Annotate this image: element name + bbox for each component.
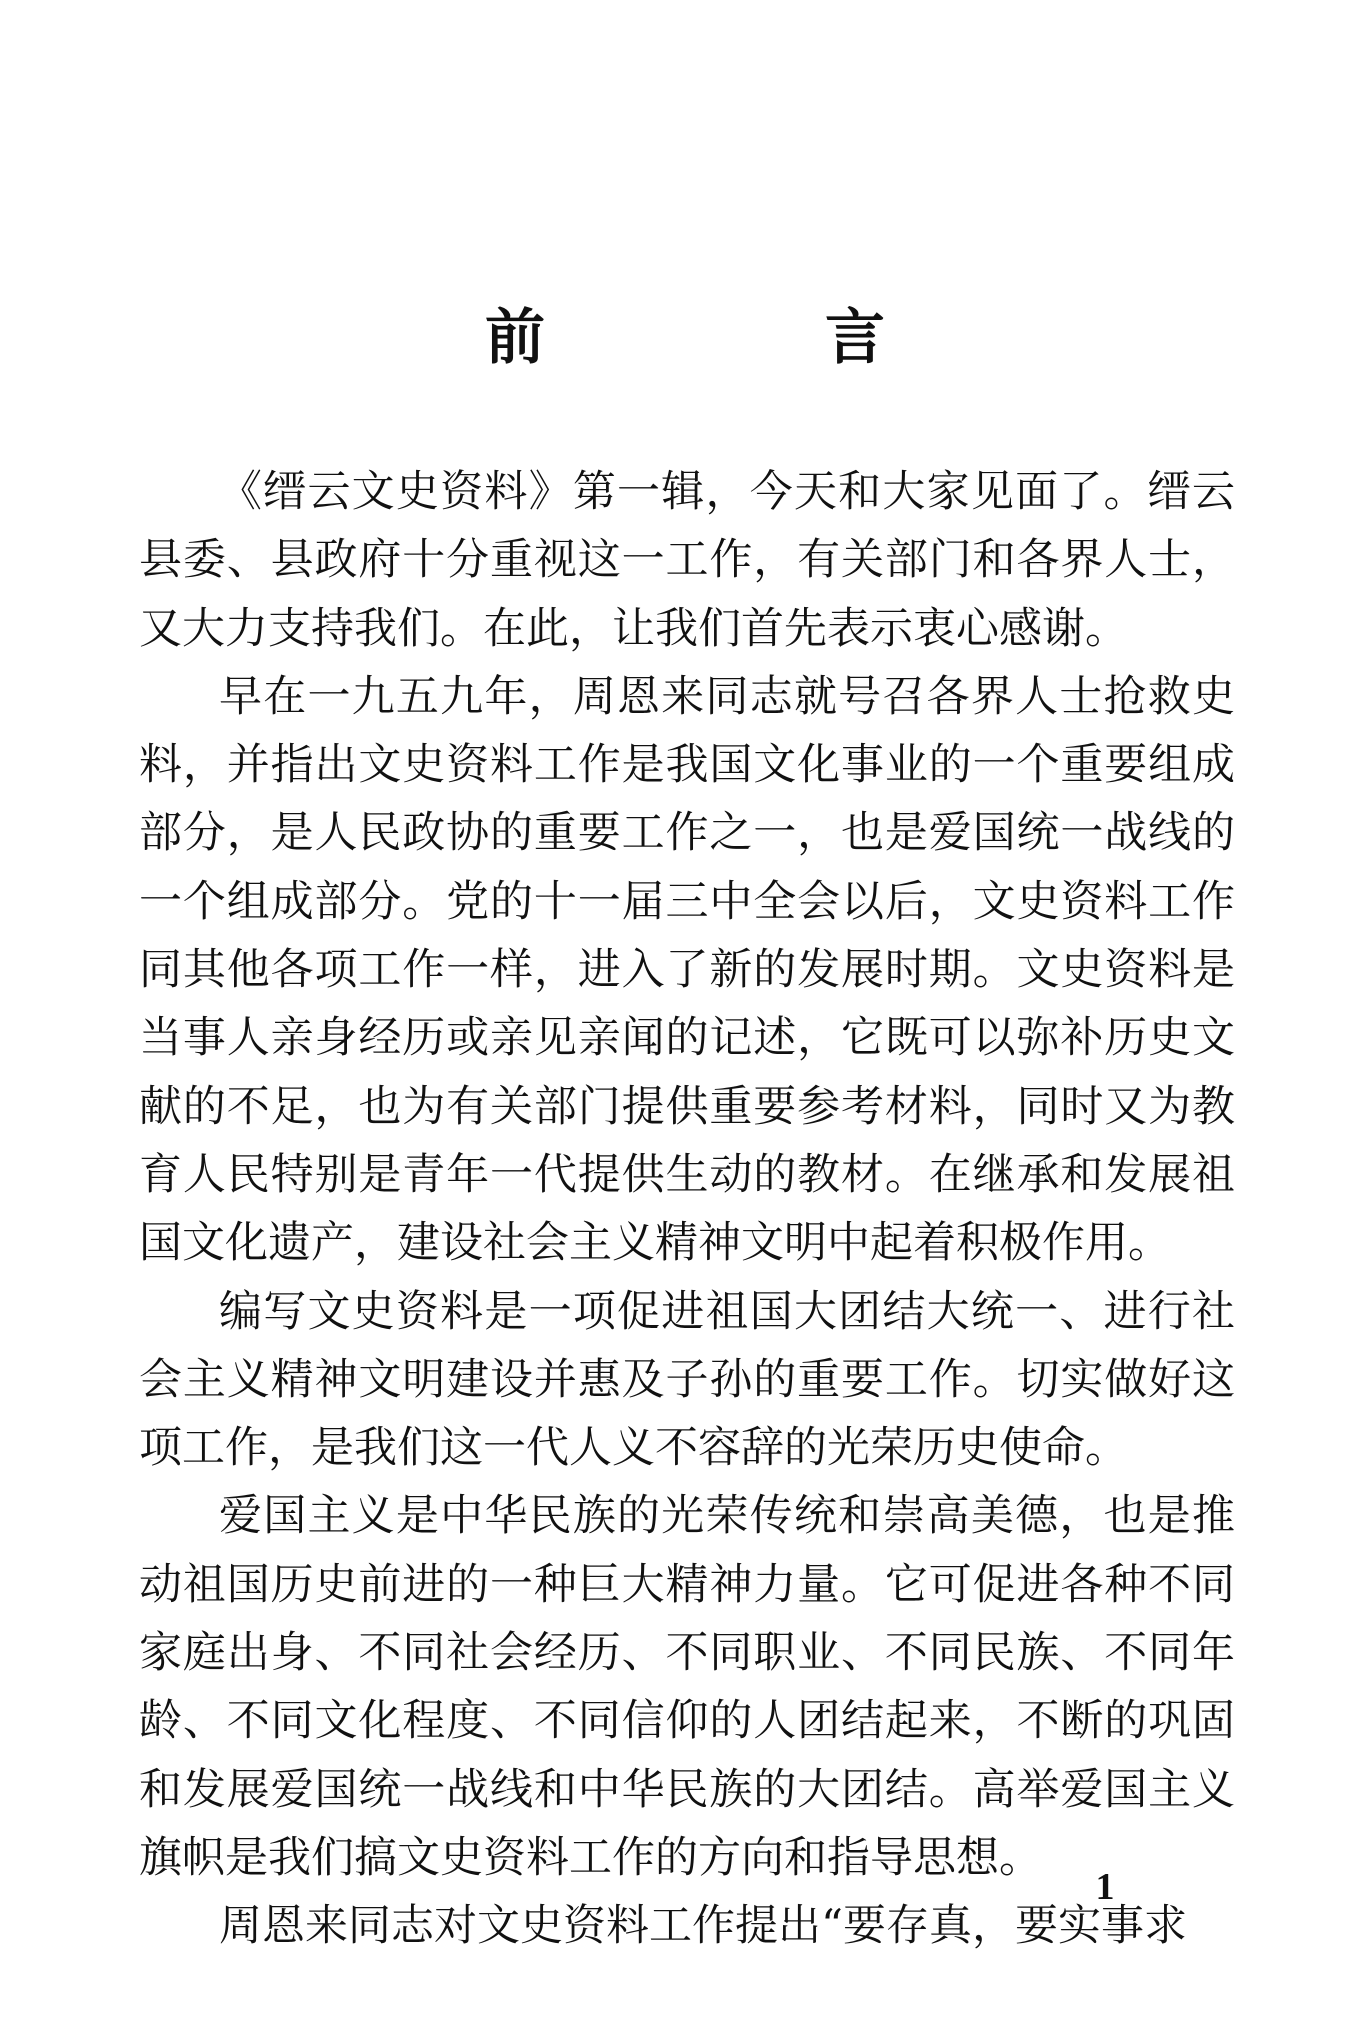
paragraph-1: 《缙云文史资料》第一辑，今天和大家见面了。缙云县委、县政府十分重视这一工作，有关部门和各界人士，又大力支持我们。在此，让我们首先表示衷心感谢。	[139, 467, 1235, 654]
paragraph-3: 编写文史资料是一项促进祖国大团结大统一、进行社会主义精神文明建设并惠及子孙的重要工作。切实做好这项工作，是我们这一代人义不容辞的光荣历史使命。	[139, 1286, 1235, 1474]
paragraph-5: 周恩来同志对文史资料工作提出“要存真，要实事求	[219, 1901, 1187, 1952]
body-text	[139, 458, 1235, 1961]
page-number: 1	[1095, 1866, 1115, 1908]
paragraph-2: 早在一九五九年，周恩来同志就号召各界人士抢救史料，并指出文史资料工作是我国文化事业的一个重要组成部分，是人民政协的重要工作之一，也是爱国统一战线的一个组成部分。党的十一届三中全会以后，文史资料工作同其他各项工作一样，进入了新的发展时期。文史资料是当事人亲身经历或亲见亲闻的记述，它既可以弥补历史文献的不足，也为有关部门提供重要参考材料，同时又为教育人民特别是青年一代提供生动的教材。在继承和发展祖国文化遗产，建设社会主义精神文明中起着积极作用。	[139, 671, 1235, 1269]
paragraph-4: 爱国主义是中华民族的光荣传统和崇高美德，也是推动祖国历史前进的一种巨大精神力量。它可促进各种不同家庭出身、不同社会经历、不同职业、不同民族、不同年龄、不同文化程度、不同信仰的人团结起来，不断的巩固和发展爱国统一战线和中华民族的大团结。高举爱国主义旗帜是我们搞文史资料工作的方向和指导思想。	[139, 1491, 1235, 1883]
page-title: 前 言	[485, 303, 995, 373]
